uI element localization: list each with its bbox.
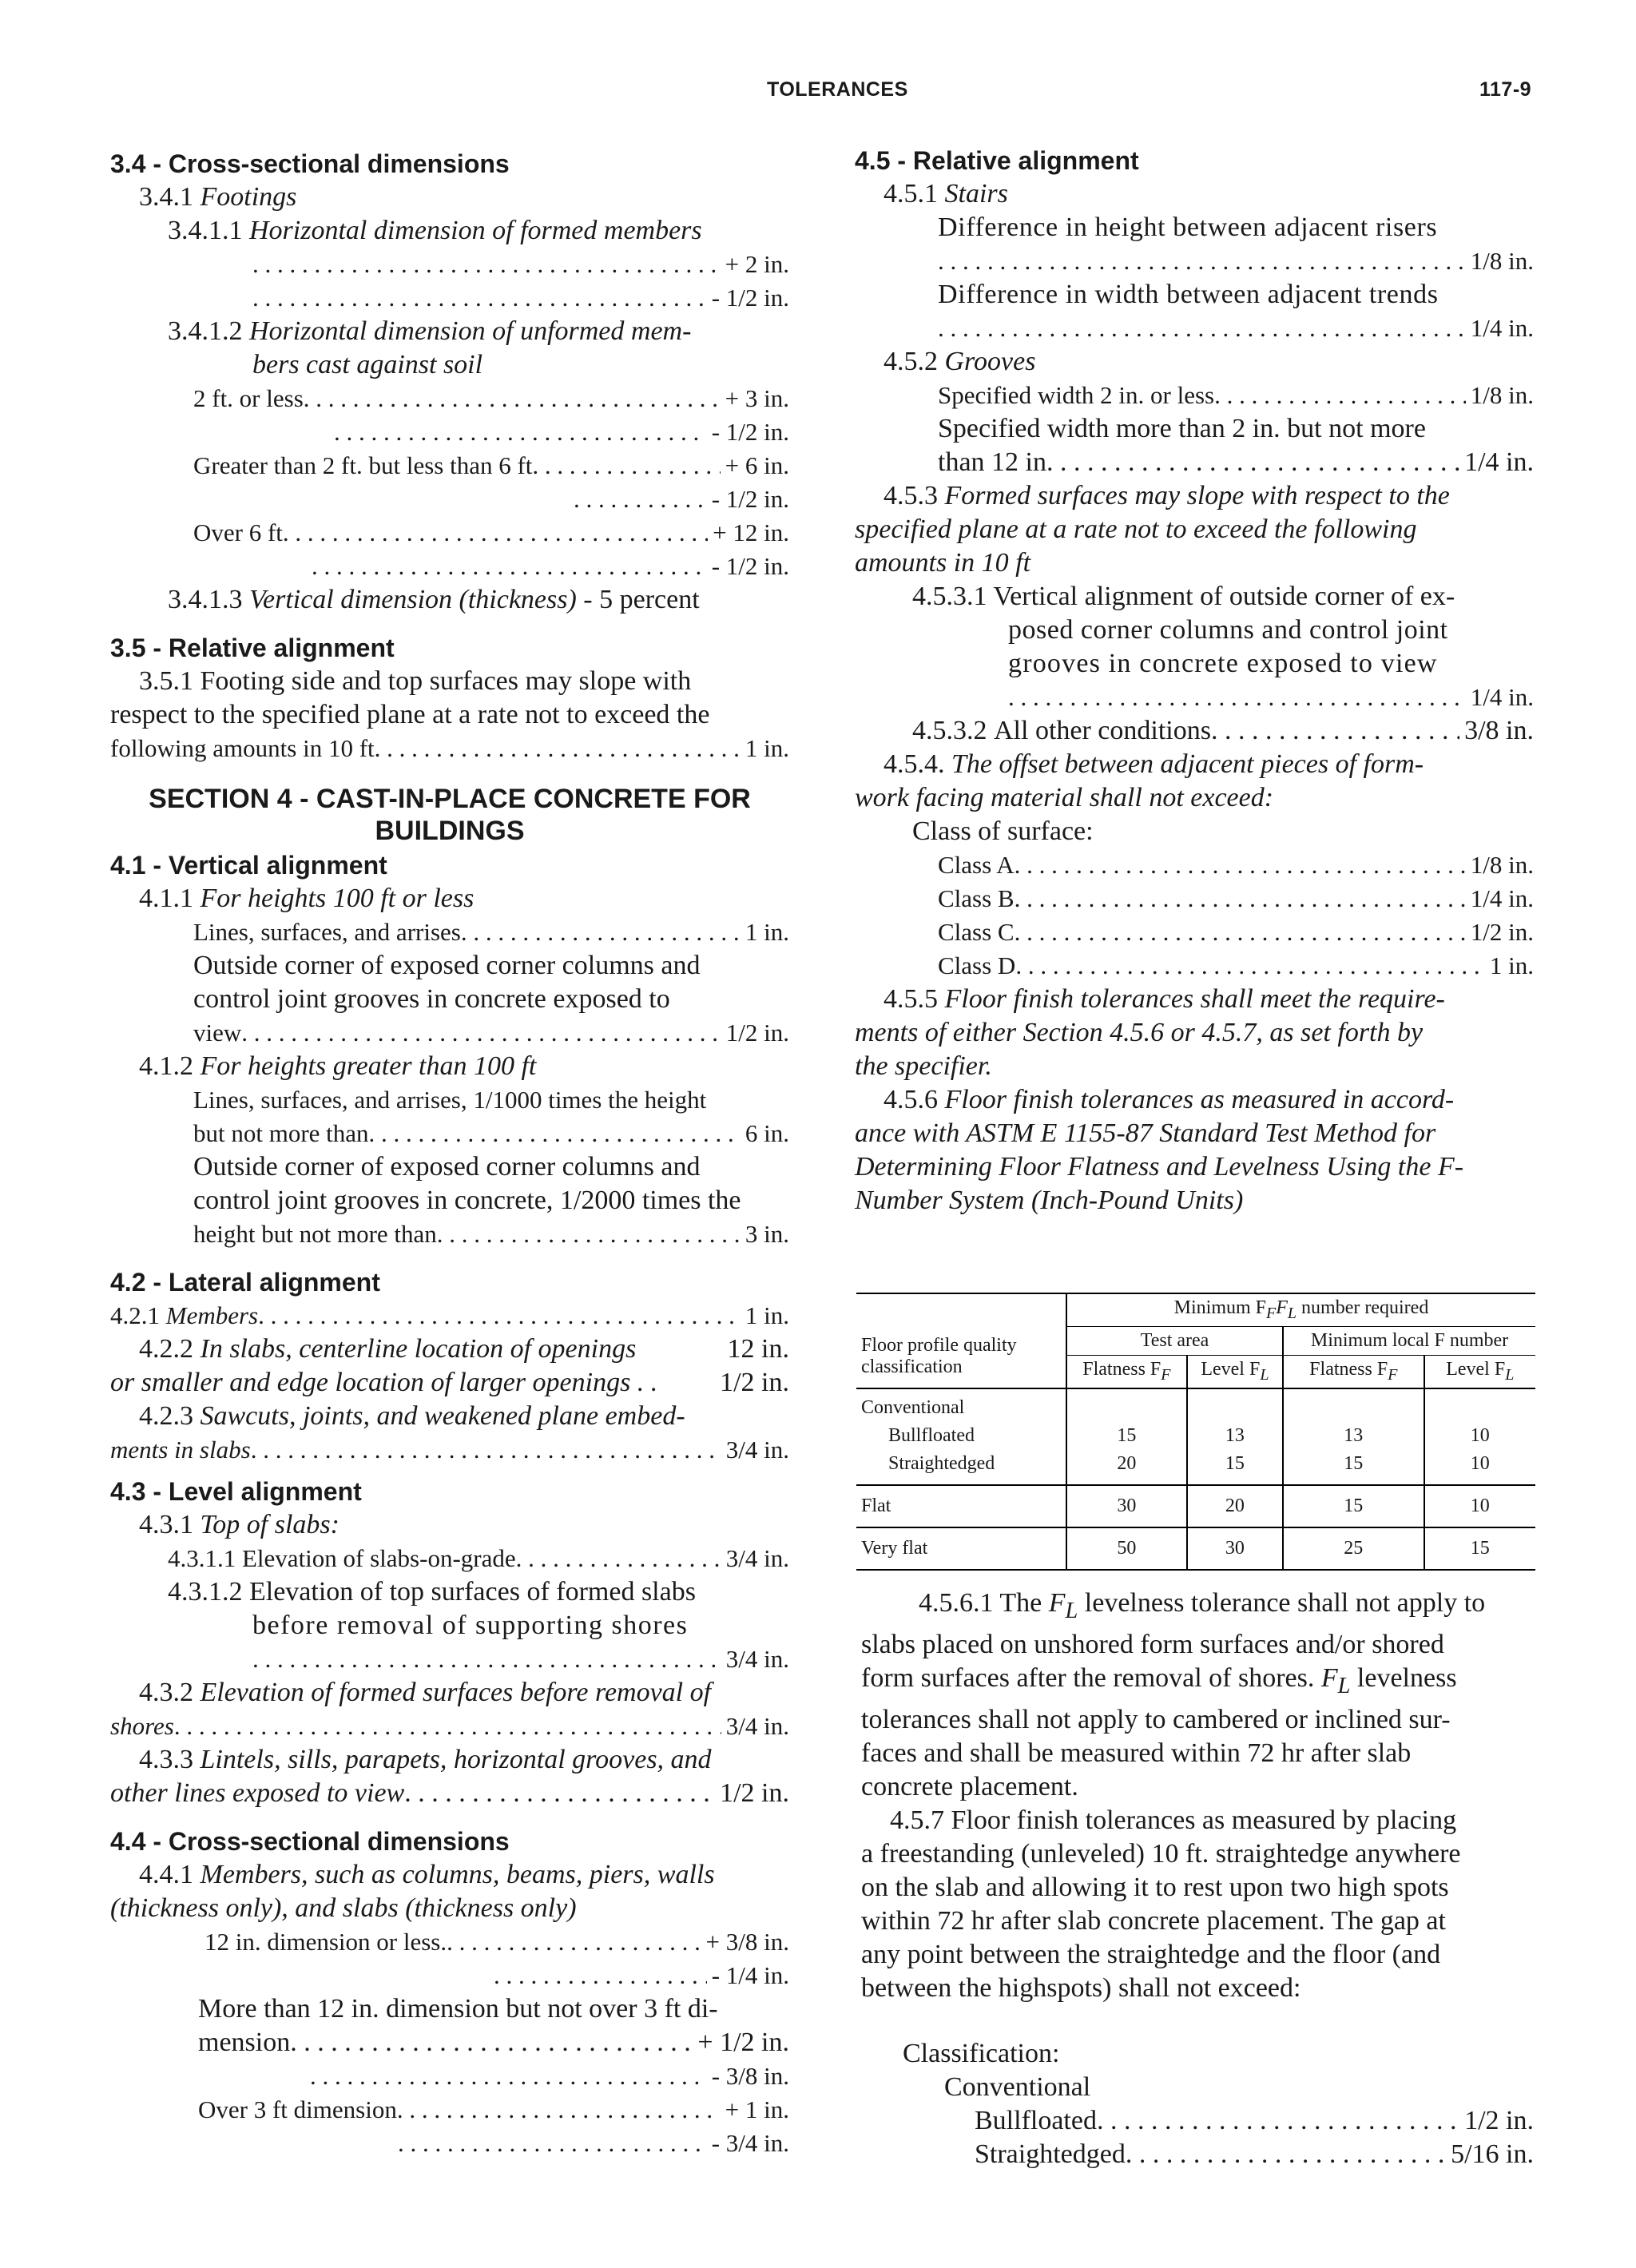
heading-4-5: 4.5 - Relative alignment xyxy=(855,146,1139,175)
para-4-2-2: 4.2.2 In slabs, centerline location of openings 12 in. xyxy=(139,1334,789,1364)
para-4-5-6-1: 4.5.6.1 The $F_L$ levelness tolerance shall not apply to xyxy=(919,1588,1486,1623)
heading-3-5: 3.5 - Relative alignment xyxy=(110,634,395,662)
text-line: Difference in width between adjacent trends xyxy=(938,280,1439,309)
para-3-5-1: 3.5.1 Footing side and top surfaces may slope with xyxy=(139,666,692,696)
tolerance-row: shores . . . 3/4 in. xyxy=(110,1710,789,1743)
heading-3-4: 3.4 - Cross-sectional dimensions xyxy=(110,149,510,178)
para-4-5-4-line2: work facing material shall not exceed: xyxy=(855,783,1274,812)
fnumber-table xyxy=(856,1293,1535,1571)
table-row-label: Bullfloated xyxy=(888,1424,975,1446)
table-row xyxy=(856,1485,1535,1527)
table-row-label: Straightedged xyxy=(888,1452,995,1474)
text-line: control joint grooves in concrete exposed to xyxy=(193,984,670,1014)
para-4-5-3-1: 4.5.3.1 Vertical alignment of outside corner of ex- xyxy=(912,582,1455,611)
heading-4-4: 4.4 - Cross-sectional dimensions xyxy=(110,1827,510,1856)
para-4-5-6-line4: Number System (Inch-Pound Units) xyxy=(855,1186,1244,1215)
para-4-4-1: 4.4.1 Members, such as columns, beams, piers, walls xyxy=(139,1860,715,1889)
table-row xyxy=(856,1450,1535,1485)
left-column xyxy=(110,144,789,2160)
para-4-2-3: 4.2.3 Sawcuts, joints, and weakened plane embed- xyxy=(139,1401,685,1431)
tolerance-row: . . . 3/4 in. xyxy=(110,1642,789,1676)
table-cell: 15 xyxy=(1283,1450,1424,1485)
para-4-5-5: 4.5.5 Floor finish tolerances shall meet the require- xyxy=(884,984,1445,1014)
para-4-5-6-line2: ance with ASTM E 1155-87 Standard Test Method for xyxy=(855,1118,1436,1148)
table-group-test-area: Test area xyxy=(1066,1326,1283,1355)
tolerance-row: height but not more than . . . 3 in. xyxy=(110,1217,789,1251)
heading-4-3: 4.3 - Level alignment xyxy=(110,1477,362,1506)
tolerance-row: Class D . . . 1 in. xyxy=(855,949,1534,983)
tolerance-row: . . . 1/4 in. xyxy=(855,312,1534,345)
para-3-5-1-line2: respect to the specified plane at a rate not to exceed the xyxy=(110,700,710,729)
text-line: Outside corner of exposed corner columns and xyxy=(193,951,701,980)
tolerance-row: than 12 in . . . 1/4 in. xyxy=(855,446,1534,479)
tolerance-row: Class C . . . 1/2 in. xyxy=(855,916,1534,949)
para-4-2-2-line2: or smaller and edge location of larger openings . . 1/2 in. xyxy=(110,1368,789,1397)
tolerance-row: Greater than 2 ft. but less than 6 ft . . . + 6 in. xyxy=(110,449,789,483)
tolerance-row: . . . - 1/2 in. xyxy=(110,550,789,583)
para-4-5-3: 4.5.3 Formed surfaces may slope with respect to the xyxy=(884,481,1450,510)
table-row-header: Floor profile quality classification xyxy=(861,1335,1017,1378)
tolerance-row: . . . - 3/8 in. xyxy=(110,2059,789,2093)
section-4-heading-line2: BUILDINGS xyxy=(375,816,525,846)
tolerance-row: Over 3 ft dimension . . . + 1 in. xyxy=(110,2093,789,2127)
table-cell: 20 xyxy=(1187,1485,1283,1527)
para-4-5-6-line3: Determining Floor Flatness and Levelness Using the F- xyxy=(855,1152,1464,1182)
para-4-5-6: 4.5.6 Floor finish tolerances as measured in accord- xyxy=(884,1085,1455,1114)
para-4-3-2: 4.3.2 Elevation of formed surfaces before removal of xyxy=(139,1678,712,1707)
tolerance-row: 4.3.1.1 Elevation of slabs-on-grade . . . 3/4 in. xyxy=(110,1542,789,1575)
tolerance-row: Class B . . . 1/4 in. xyxy=(855,882,1534,916)
table-col-header: Flatness $F_F$ xyxy=(1283,1355,1424,1388)
table-cell: 20 xyxy=(1066,1450,1187,1485)
text-line: within 72 hr after slab concrete placement. The gap at xyxy=(861,1905,1446,1936)
table-cell: 10 xyxy=(1424,1450,1535,1485)
right-column xyxy=(855,144,1534,1217)
table-row-label: Conventional xyxy=(861,1396,965,1418)
table-cell: 30 xyxy=(1066,1485,1187,1527)
section-4-heading: SECTION 4 - CAST-IN-PLACE CONCRETE FOR xyxy=(149,784,751,814)
text-line: on the slab and allowing it to rest upon two high spots xyxy=(861,1872,1449,1902)
table-cell: 15 xyxy=(1424,1527,1535,1570)
para-4-5-5-line3: the specifier. xyxy=(855,1051,992,1081)
para-4-5-3-line3: amounts in 10 ft xyxy=(855,548,1031,578)
table-cell: 13 xyxy=(1187,1422,1283,1450)
tolerance-row: Specified width 2 in. or less . . . 1/8 in. xyxy=(855,379,1534,412)
tolerance-row: Over 6 ft . . . + 12 in. xyxy=(110,516,789,550)
text-line: Outside corner of exposed corner columns and xyxy=(193,1152,701,1182)
text-line: Difference in height between adjacent risers xyxy=(938,213,1438,242)
table-row xyxy=(856,1527,1535,1570)
tolerance-row: 4.2.1 Members . . . 1 in. xyxy=(110,1299,789,1333)
tolerance-row: Class A . . . 1/8 in. xyxy=(855,848,1534,882)
subhead-4-5-2: 4.5.2 Grooves xyxy=(884,347,1036,376)
para-4-4-1-line2: (thickness only), and slabs (thickness only) xyxy=(110,1893,577,1923)
right-column-bottom xyxy=(861,1587,1534,2171)
tolerance-row: . . . - 1/2 in. xyxy=(110,415,789,449)
subhead-4-5-1: 4.5.1 Stairs xyxy=(884,179,1008,209)
table-top-header: Minimum $F_FF_L$ number required xyxy=(1066,1293,1535,1326)
tolerance-row: view . . . 1/2 in. xyxy=(110,1016,789,1050)
subhead-3-4-1-2: 3.4.1.2 Horizontal dimension of unformed mem- xyxy=(168,316,692,346)
tolerance-row: 2 ft. or less . . . + 3 in. xyxy=(110,382,789,415)
tolerance-row: Bullfloated . . . 1/2 in. xyxy=(861,2104,1534,2138)
table-cell: 10 xyxy=(1424,1485,1535,1527)
tolerance-row: Lines, surfaces, and arrises . . . 1 in. xyxy=(110,916,789,949)
text-line: Class of surface: xyxy=(912,816,1094,846)
heading-4-1: 4.1 - Vertical alignment xyxy=(110,851,387,880)
table-row-label: Flat xyxy=(861,1495,891,1516)
text-line: grooves in concrete exposed to view xyxy=(1008,649,1438,678)
para-4-3-3: 4.3.3 Lintels, sills, parapets, horizontal grooves, and xyxy=(139,1745,712,1774)
table-col-header: Level $F_L$ xyxy=(1187,1355,1283,1388)
table-cell: 10 xyxy=(1424,1422,1535,1450)
table-group-min-local: Minimum local F number xyxy=(1283,1326,1535,1355)
subhead-3-4-1-2-cont: bers cast against soil xyxy=(252,350,483,379)
tolerance-row: 4.5.3.2 All other conditions . . . 3/8 in. xyxy=(855,714,1534,748)
text-line: More than 12 in. dimension but not over 3 ft di- xyxy=(198,1994,718,2024)
table-row-label: Very flat xyxy=(861,1537,928,1559)
tolerance-row: . . . - 1/2 in. xyxy=(110,281,789,315)
text-line: slabs placed on unshored form surfaces and/or shored xyxy=(861,1629,1444,1659)
tolerance-row: following amounts in 10 ft . . . 1 in. xyxy=(110,732,789,765)
para-4-3-1-2: 4.3.1.2 Elevation of top surfaces of formed slabs xyxy=(168,1577,696,1607)
text-line: concrete placement. xyxy=(861,1771,1078,1801)
table-cell: 30 xyxy=(1187,1527,1283,1570)
para-4-5-7: 4.5.7 Floor finish tolerances as measured by placing xyxy=(890,1805,1457,1835)
text-line: posed corner columns and control joint xyxy=(1008,615,1448,645)
table-col-header: Level $F_L$ xyxy=(1424,1355,1535,1388)
para-4-5-5-line2: ments of either Section 4.5.6 or 4.5.7, as set forth by xyxy=(855,1018,1424,1047)
para-4-5-3-line2: specified plane at a rate not to exceed the following xyxy=(855,514,1417,544)
table-cell: 50 xyxy=(1066,1527,1187,1570)
tolerance-row: . . . 1/4 in. xyxy=(855,681,1534,714)
table-cell: 13 xyxy=(1283,1422,1424,1450)
para-4-5-4: 4.5.4. The offset between adjacent pieces of form- xyxy=(884,749,1424,779)
tolerance-row: Straightedged . . . 5/16 in. xyxy=(861,2138,1534,2171)
subhead-3-4-1-3: 3.4.1.3 Vertical dimension (thickness) - 5 percent xyxy=(168,585,700,614)
text-line: between the highspots) shall not exceed: xyxy=(861,1972,1301,2003)
tolerance-row: . . . + 2 in. xyxy=(110,248,789,281)
subhead-4-1-2: 4.1.2 For heights greater than 100 ft xyxy=(139,1051,537,1081)
subhead-3-4-1: 3.4.1 Footings xyxy=(139,182,297,212)
tolerance-row: . . . - 1/2 in. xyxy=(110,483,789,516)
table-row xyxy=(856,1422,1535,1450)
table-col-header: Flatness $F_F$ xyxy=(1066,1355,1187,1388)
tolerance-row: mension . . . + 1/2 in. xyxy=(110,2026,789,2059)
text-line: a freestanding (unleveled) 10 ft. straightedge anywhere xyxy=(861,1838,1461,1869)
table-cell: 15 xyxy=(1066,1422,1187,1450)
text-line: tolerances shall not apply to cambered or inclined sur- xyxy=(861,1704,1451,1734)
tolerance-row: . . . 1/8 in. xyxy=(855,244,1534,278)
tolerance-row: other lines exposed to view . . . 1/2 in. xyxy=(110,1777,789,1810)
tolerance-row: . . . - 3/4 in. xyxy=(110,2127,789,2160)
text-line: Conventional xyxy=(944,2071,1091,2102)
tolerance-row: ments in slabs . . . 3/4 in. xyxy=(110,1433,789,1467)
text-line: Specified width more than 2 in. but not more xyxy=(938,414,1426,443)
heading-4-2: 4.2 - Lateral alignment xyxy=(110,1268,380,1297)
text-line: control joint grooves in concrete, 1/2000 times the xyxy=(193,1186,741,1215)
text-line: faces and shall be measured within 72 hr after slab xyxy=(861,1738,1412,1768)
page-number: 117-9 xyxy=(1479,78,1532,101)
tolerance-row: . . . - 1/4 in. xyxy=(110,1959,789,1992)
text-line: Classification: xyxy=(903,2038,1060,2068)
table-cell: 15 xyxy=(1283,1485,1424,1527)
subhead-4-1-1: 4.1.1 For heights 100 ft or less xyxy=(139,884,475,913)
text-line: form surfaces after the removal of shores. $F_L$ levelness xyxy=(861,1662,1457,1698)
text-line: any point between the straightedge and the floor (and xyxy=(861,1939,1441,1969)
text-line: Lines, surfaces, and arrises, 1/1000 times the height xyxy=(193,1086,707,1114)
table-cell: 25 xyxy=(1283,1527,1424,1570)
table-cell: 15 xyxy=(1187,1450,1283,1485)
tolerance-row: but not more than . . . 6 in. xyxy=(110,1117,789,1150)
tolerance-row: 12 in. dimension or less. . . . + 3/8 in. xyxy=(110,1925,789,1959)
subhead-3-4-1-1: 3.4.1.1 Horizontal dimension of formed members xyxy=(168,216,702,245)
text-line: before removal of supporting shores xyxy=(252,1611,689,1640)
subhead-4-3-1: 4.3.1 Top of slabs: xyxy=(139,1510,340,1539)
running-header-title: TOLERANCES xyxy=(767,78,908,101)
